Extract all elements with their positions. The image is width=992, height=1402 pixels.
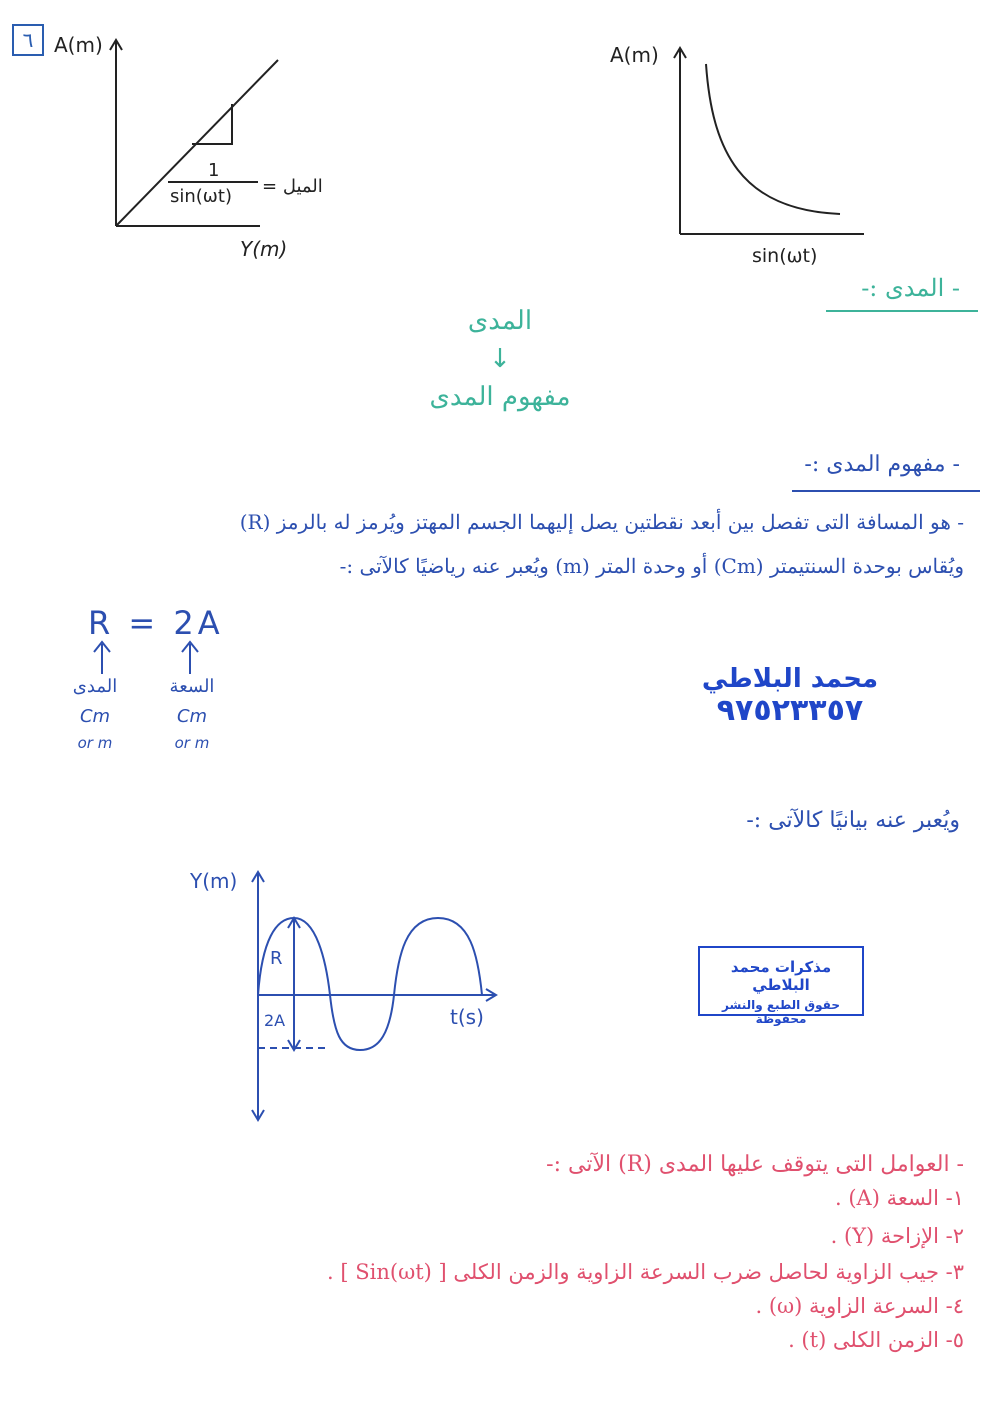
- copyright-line-1: مذكرات محمد البلاطي: [730, 958, 832, 994]
- slope-numerator: 1: [208, 160, 220, 181]
- wave-curve: [258, 918, 482, 1050]
- copyright-line-2: حقوق الطبع والنشر محفوظة: [722, 998, 840, 1026]
- graph-inverse: [600, 30, 880, 270]
- formula-left-unit: Cm: [79, 706, 111, 727]
- slope-triangle: [192, 104, 232, 144]
- concept-line-1: - هو المسافة التى تفصل بين أبعد نقطتين يصل إليهما الجسم المهتز ويُرمز له بالرمز (R): [239, 510, 964, 534]
- formula-arrows: [80, 638, 220, 678]
- wave-2A-label: 2A: [264, 1011, 286, 1030]
- graph2-y-label: A(m): [610, 43, 659, 67]
- flow-arrow: ↓: [489, 344, 511, 374]
- factor-item-2: ٢- الإزاحة (Y) .: [830, 1224, 964, 1248]
- range-heading-underline: [826, 310, 978, 312]
- inverse-curve: [706, 64, 840, 214]
- graph1-y-label: A(m): [54, 33, 103, 57]
- author-phone: ٩٧٥٢٣٣٥٧: [716, 693, 864, 728]
- flow-top: المدى: [467, 306, 533, 336]
- formula: R = 2A: [88, 604, 224, 642]
- factor-item-5: ٥- الزمن الكلى (t) .: [788, 1328, 964, 1352]
- graphical-intro: ويُعبر عنه بيانيًا كالآتى :-: [746, 808, 960, 833]
- formula-right-alt: or m: [174, 734, 210, 752]
- wave-R-label: R: [270, 948, 283, 969]
- concept-line-2: ويُقاس بوحدة السنتيمتر (Cm) أو وحدة المتر (m) ويُعبر عنه رياضيًا كالآتى :-: [339, 554, 964, 578]
- graph2-x-label: sin(ωt): [752, 245, 818, 267]
- author-name: محمد البلاطي: [701, 664, 879, 694]
- factor-item-3: ٣- جيب الزاوية لحاصل ضرب السرعة الزاوية والزمن الكلى [ Sin(ωt) ] .: [327, 1260, 964, 1284]
- range-heading: - المدى :-: [861, 274, 960, 302]
- slope-label: = الميل: [262, 176, 323, 197]
- wave-graph: [180, 860, 520, 1130]
- slope-denominator: sin(ωt): [170, 186, 232, 207]
- factors-heading: - العوامل التى يتوقف عليها المدى (R) الآتى :-: [546, 1152, 964, 1177]
- factor-item-1: ١- السعة (A) .: [835, 1186, 964, 1210]
- graph1-x-label: Y(m): [240, 237, 288, 261]
- formula-left-label: المدى: [72, 676, 118, 697]
- concept-heading-underline: [792, 490, 980, 492]
- flow-bottom: مفهوم المدى: [429, 382, 571, 412]
- author-stamp: [700, 664, 880, 728]
- concept-heading: - مفهوم المدى :-: [804, 452, 960, 477]
- formula-left-alt: or m: [77, 734, 113, 752]
- page-number: ٦: [12, 24, 44, 56]
- graph-linear: [40, 30, 360, 270]
- copyright-stamp: [698, 946, 864, 1026]
- formula-right-unit: Cm: [176, 706, 208, 727]
- wave-x-label: t(s): [450, 1005, 484, 1029]
- factor-item-4: ٤- السرعة الزاوية (ω) .: [755, 1294, 964, 1318]
- wave-y-label: Y(m): [190, 869, 238, 893]
- formula-right-label: السعة: [169, 676, 215, 697]
